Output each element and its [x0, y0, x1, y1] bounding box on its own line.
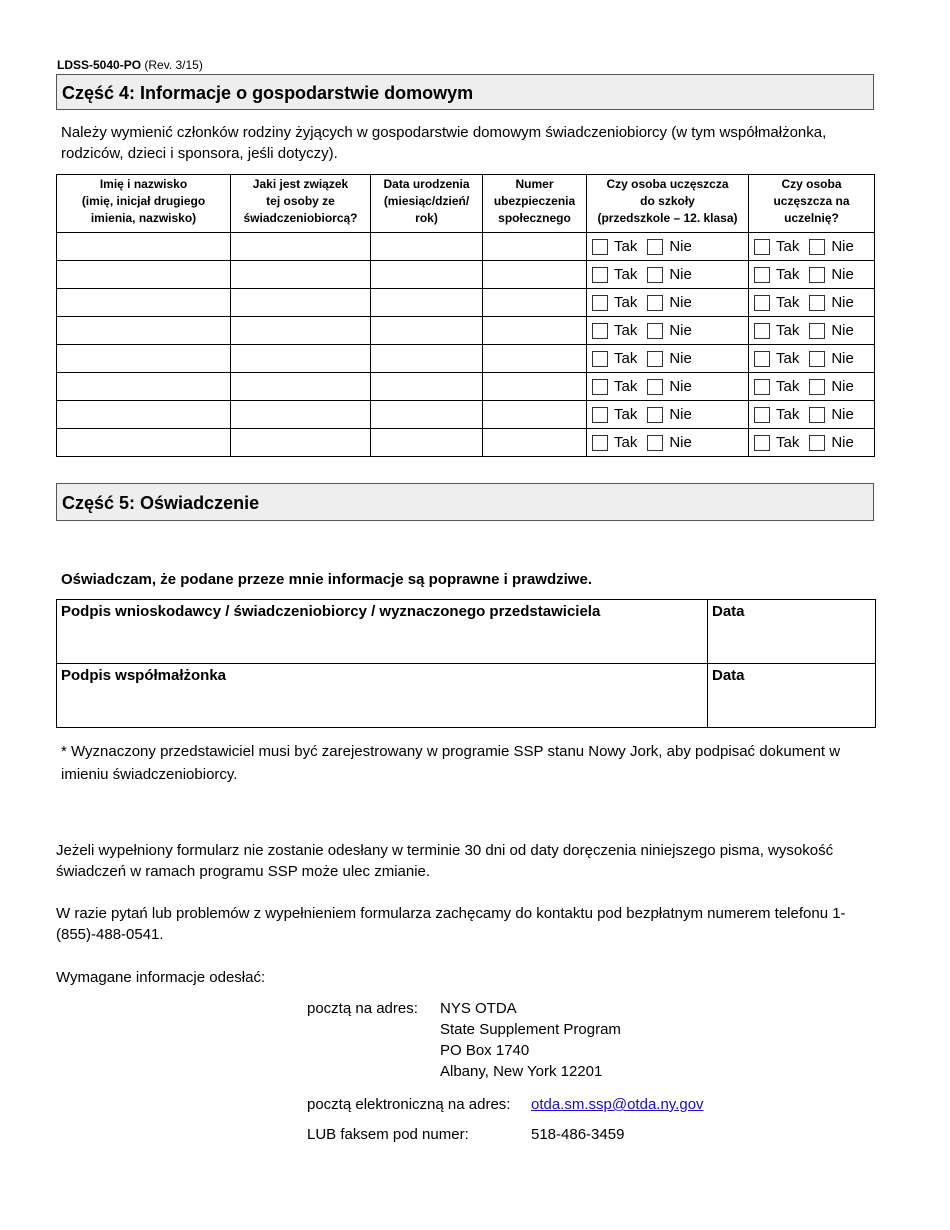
college-yes-checkbox[interactable]	[754, 323, 770, 339]
applicant-signature-row	[57, 600, 876, 664]
college-cell	[749, 289, 875, 317]
household-table	[56, 174, 875, 457]
part4-intro: Należy wymienić członków rodziny żyjących w gospodarstwie domowym świadczeniobiorcy (w tym współmałżonka, rodziców, dzieci i sponsora, jeśli dotyczy).	[61, 124, 827, 162]
no-label: Nie	[669, 238, 692, 255]
table-row	[57, 401, 875, 429]
part5-header	[56, 483, 874, 521]
ssn-cell[interactable]	[483, 261, 587, 289]
form-identifier	[57, 58, 203, 72]
table-row	[57, 345, 875, 373]
college-yes-checkbox[interactable]	[754, 295, 770, 311]
send-to-text: Wymagane informacje odesłać:	[56, 969, 266, 986]
college-yes-checkbox[interactable]	[754, 267, 770, 283]
college-no-checkbox[interactable]	[809, 379, 825, 395]
contact-paragraph: W razie pytań lub problemów z wypełnieniem formularza zachęcamy do kontaktu pod bezpłatnym numerem telefonu 1-(855)-488-0541.	[56, 905, 846, 943]
fax-number: 518-486-3459	[531, 1126, 625, 1143]
college-no-checkbox[interactable]	[809, 435, 825, 451]
name-cell[interactable]	[57, 401, 231, 429]
mail-label: pocztą na adres:	[307, 1000, 418, 1017]
no-label: Nie	[831, 322, 854, 339]
email-link[interactable]: otda.sm.ssp@otda.ny.gov	[531, 1096, 704, 1113]
mail-address	[440, 998, 621, 1082]
relationship-cell[interactable]	[231, 373, 371, 401]
no-label: Nie	[831, 378, 854, 395]
no-label: Nie	[669, 350, 692, 367]
name-cell[interactable]	[57, 289, 231, 317]
relationship-cell[interactable]	[231, 261, 371, 289]
part4-header	[56, 74, 874, 110]
yes-label: Tak	[776, 294, 800, 311]
college-cell	[749, 345, 875, 373]
applicant-signature-field[interactable]: Podpis wnioskodawcy / świadczeniobiorcy / wyznaczonego przedstawiciela	[57, 600, 708, 664]
school-yes-checkbox[interactable]	[592, 435, 608, 451]
school-no-checkbox[interactable]	[647, 379, 663, 395]
yes-label: Tak	[776, 322, 800, 339]
signature-table	[56, 599, 876, 728]
email-label: pocztą elektroniczną na adres:	[307, 1096, 511, 1113]
college-no-checkbox[interactable]	[809, 267, 825, 283]
college-cell	[749, 233, 875, 261]
spouse-signature-row	[57, 664, 876, 728]
college-yes-checkbox[interactable]	[754, 351, 770, 367]
school-no-checkbox[interactable]	[647, 239, 663, 255]
representative-note: * Wyznaczony przedstawiciel musi być zarejestrowany w programie SSP stanu Nowy Jork, aby podpisać dokument w imieniu świadczeniobiorcy.	[61, 743, 841, 783]
ssn-cell[interactable]	[483, 401, 587, 429]
no-label: Nie	[669, 378, 692, 395]
name-cell[interactable]	[57, 345, 231, 373]
part4-title: Część 4: Informacje o gospodarstwie domowym	[62, 83, 474, 103]
birthdate-cell[interactable]	[371, 345, 483, 373]
col-header-college: Czy osoba uczęszcza na uczelnię?	[749, 175, 875, 233]
school-yes-checkbox[interactable]	[592, 295, 608, 311]
school-cell	[587, 401, 749, 429]
fax-label: LUB faksem pod numer:	[307, 1126, 469, 1143]
table-row	[57, 317, 875, 345]
no-label: Nie	[669, 434, 692, 451]
no-label: Nie	[831, 266, 854, 283]
school-yes-checkbox[interactable]	[592, 379, 608, 395]
table-row	[57, 373, 875, 401]
college-cell	[749, 401, 875, 429]
col-header-relationship: Jaki jest związek tej osoby ze świadczeniobiorcą?	[231, 175, 371, 233]
school-yes-checkbox[interactable]	[592, 407, 608, 423]
college-yes-checkbox[interactable]	[754, 239, 770, 255]
birthdate-cell[interactable]	[371, 429, 483, 457]
mail-line: State Supplement Program	[440, 1021, 621, 1038]
ssn-cell[interactable]	[483, 373, 587, 401]
school-no-checkbox[interactable]	[647, 407, 663, 423]
yes-label: Tak	[614, 322, 638, 339]
school-yes-checkbox[interactable]	[592, 239, 608, 255]
name-cell[interactable]	[57, 373, 231, 401]
col-header-ssn: Numer ubezpieczenia społecznego	[483, 175, 587, 233]
college-cell	[749, 317, 875, 345]
birthdate-cell[interactable]	[371, 261, 483, 289]
form-code: LDSS-5040-PO	[57, 58, 142, 72]
college-yes-checkbox[interactable]	[754, 435, 770, 451]
table-row	[57, 261, 875, 289]
yes-label: Tak	[776, 266, 800, 283]
ssn-cell[interactable]	[483, 289, 587, 317]
ssn-cell[interactable]	[483, 345, 587, 373]
yes-label: Tak	[614, 266, 638, 283]
college-no-checkbox[interactable]	[809, 323, 825, 339]
college-cell	[749, 373, 875, 401]
yes-label: Tak	[614, 294, 638, 311]
form-revision: (Rev. 3/15)	[144, 58, 203, 72]
relationship-cell[interactable]	[231, 429, 371, 457]
college-no-checkbox[interactable]	[809, 407, 825, 423]
birthdate-cell[interactable]	[371, 401, 483, 429]
yes-label: Tak	[776, 434, 800, 451]
yes-label: Tak	[776, 378, 800, 395]
yes-label: Tak	[614, 238, 638, 255]
table-row	[57, 233, 875, 261]
yes-label: Tak	[776, 350, 800, 367]
school-no-checkbox[interactable]	[647, 435, 663, 451]
no-label: Nie	[669, 266, 692, 283]
yes-label: Tak	[614, 378, 638, 395]
college-cell	[749, 429, 875, 457]
no-label: Nie	[831, 434, 854, 451]
school-cell	[587, 289, 749, 317]
college-no-checkbox[interactable]	[809, 239, 825, 255]
yes-label: Tak	[614, 406, 638, 423]
birthdate-cell[interactable]	[371, 317, 483, 345]
relationship-cell[interactable]	[231, 289, 371, 317]
mail-line: NYS OTDA	[440, 1000, 517, 1017]
school-cell	[587, 373, 749, 401]
school-no-checkbox[interactable]	[647, 351, 663, 367]
school-cell	[587, 261, 749, 289]
relationship-cell[interactable]	[231, 233, 371, 261]
relationship-cell[interactable]	[231, 345, 371, 373]
school-no-checkbox[interactable]	[647, 323, 663, 339]
name-cell[interactable]	[57, 261, 231, 289]
school-no-checkbox[interactable]	[647, 267, 663, 283]
school-cell	[587, 429, 749, 457]
school-cell	[587, 317, 749, 345]
part5-title: Część 5: Oświadczenie	[62, 493, 260, 513]
spouse-date-field[interactable]: Data	[708, 664, 876, 728]
school-yes-checkbox[interactable]	[592, 267, 608, 283]
college-no-checkbox[interactable]	[809, 351, 825, 367]
col-header-birthdate: Data urodzenia (miesiąc/dzień/ rok)	[371, 175, 483, 233]
school-yes-checkbox[interactable]	[592, 351, 608, 367]
no-label: Nie	[831, 350, 854, 367]
birthdate-cell[interactable]	[371, 373, 483, 401]
col-header-school: Czy osoba uczęszcza do szkoły (przedszkole – 12. klasa)	[587, 175, 749, 233]
spouse-signature-field[interactable]: Podpis współmałżonka	[57, 664, 708, 728]
name-cell[interactable]	[57, 429, 231, 457]
birthdate-cell[interactable]	[371, 233, 483, 261]
college-yes-checkbox[interactable]	[754, 407, 770, 423]
birthdate-cell[interactable]	[371, 289, 483, 317]
no-label: Nie	[669, 406, 692, 423]
mail-line: PO Box 1740	[440, 1042, 530, 1059]
col-header-name: Imię i nazwisko (imię, inicjał drugiego imienia, nazwisko)	[57, 175, 231, 233]
no-label: Nie	[669, 322, 692, 339]
college-no-checkbox[interactable]	[809, 295, 825, 311]
school-no-checkbox[interactable]	[647, 295, 663, 311]
relationship-cell[interactable]	[231, 317, 371, 345]
yes-label: Tak	[776, 238, 800, 255]
college-yes-checkbox[interactable]	[754, 379, 770, 395]
school-yes-checkbox[interactable]	[592, 323, 608, 339]
household-header-row	[57, 175, 875, 233]
mail-line: Albany, New York 12201	[440, 1063, 603, 1080]
college-cell	[749, 261, 875, 289]
name-cell[interactable]	[57, 233, 231, 261]
no-label: Nie	[831, 238, 854, 255]
yes-label: Tak	[614, 434, 638, 451]
ssn-cell[interactable]	[483, 429, 587, 457]
ssn-cell[interactable]	[483, 317, 587, 345]
table-row	[57, 429, 875, 457]
no-label: Nie	[669, 294, 692, 311]
no-label: Nie	[831, 406, 854, 423]
applicant-date-field[interactable]: Data	[708, 600, 876, 664]
ssn-cell[interactable]	[483, 233, 587, 261]
school-cell	[587, 345, 749, 373]
deadline-paragraph: Jeżeli wypełniony formularz nie zostanie odesłany w terminie 30 dni od daty doręczenia niniejszego pisma, wysokość świadczeń w ramach programu SSP może ulec zmianie.	[56, 842, 834, 880]
declaration-text: Oświadczam, że podane przeze mnie informacje są poprawne i prawdziwe.	[61, 571, 592, 588]
yes-label: Tak	[614, 350, 638, 367]
relationship-cell[interactable]	[231, 401, 371, 429]
no-label: Nie	[831, 294, 854, 311]
table-row	[57, 289, 875, 317]
name-cell[interactable]	[57, 317, 231, 345]
school-cell	[587, 233, 749, 261]
yes-label: Tak	[776, 406, 800, 423]
